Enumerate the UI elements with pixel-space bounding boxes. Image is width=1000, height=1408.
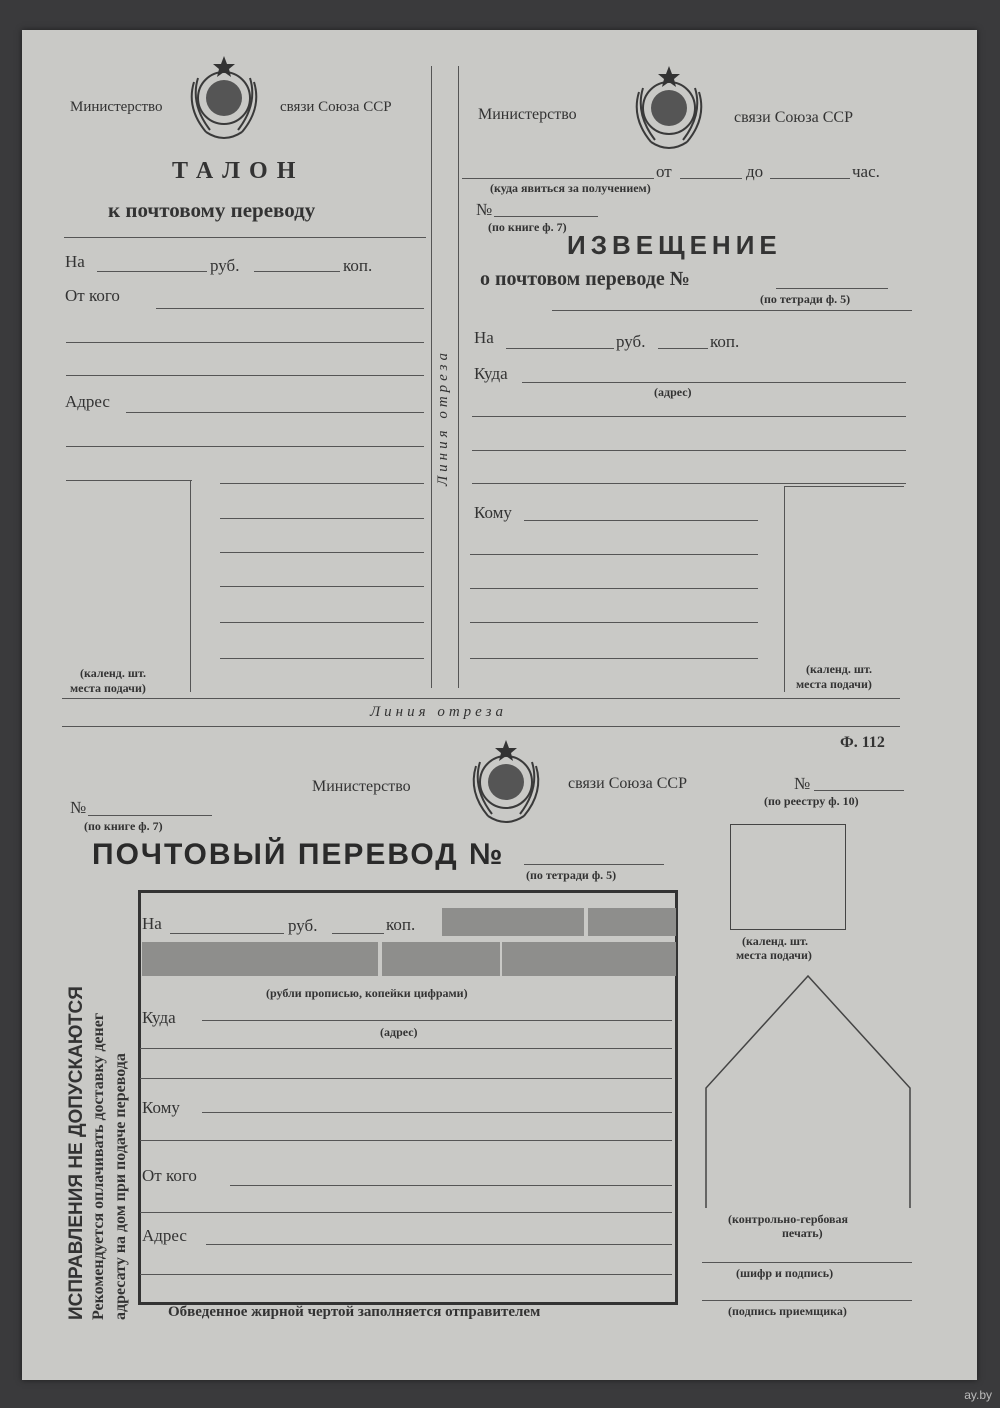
ministry-label: Министерство xyxy=(70,99,163,115)
order-calendar-stamp-box xyxy=(730,824,846,930)
postal-form-sheet xyxy=(22,30,977,1380)
order-shaded-field xyxy=(382,942,500,976)
notice-hours-label: час. xyxy=(852,162,880,181)
notice-order-num-field[interactable] xyxy=(776,288,888,289)
order-shaded-field xyxy=(442,908,584,936)
notice-whom-field-4[interactable] xyxy=(470,622,758,623)
order-kop-label: коп. xyxy=(386,915,416,934)
notice-book-caption: (по книге ф. 7) xyxy=(488,220,567,234)
notice-rub-field[interactable] xyxy=(506,348,614,349)
order-side-note-1: Рекомендуется оплачивать доставку денег xyxy=(90,1012,107,1320)
ministry-label: Министерство xyxy=(478,106,577,123)
order-amount-caption: (рубли прописью, копейки цифрами) xyxy=(266,986,468,1000)
order-shaded-field xyxy=(142,942,378,976)
order-registry-num-label: № xyxy=(794,774,811,793)
order-notebook-caption: (по тетради ф. 5) xyxy=(526,868,617,882)
notice-whom-field[interactable] xyxy=(524,520,758,521)
talon-kop-field[interactable] xyxy=(254,271,340,272)
notice-stamp-box-side xyxy=(784,486,785,692)
order-book-caption: (по книге ф. 7) xyxy=(84,819,163,833)
notice-address-field-2[interactable] xyxy=(472,416,906,417)
notice-to-time-field[interactable] xyxy=(770,178,850,179)
notice-from-label: от xyxy=(656,162,672,181)
talon-field-e[interactable] xyxy=(220,622,424,623)
talon-address-field[interactable] xyxy=(126,412,424,413)
ministry-union-label: связи Союза ССР xyxy=(280,99,392,115)
order-where-field[interactable] xyxy=(202,1020,672,1021)
order-cipher-caption: (шифр и подпись) xyxy=(736,1266,834,1280)
ministry-union-label: связи Союза ССР xyxy=(568,775,687,792)
order-whom-field-2[interactable] xyxy=(140,1140,672,1141)
talon-stamp-box-top xyxy=(66,480,192,481)
talon-address-field-2[interactable] xyxy=(66,446,424,447)
order-title: ПОЧТОВЫЙ ПЕРЕВОД № xyxy=(92,838,505,871)
order-shaded-field xyxy=(588,908,676,936)
order-order-num-field[interactable] xyxy=(524,864,664,865)
order-receiver-signature-field[interactable] xyxy=(702,1300,912,1301)
notice-kop-label: коп. xyxy=(710,332,740,351)
talon-stamp-box-side xyxy=(190,480,191,692)
notice-whom-label: Кому xyxy=(474,503,512,522)
order-whom-label: Кому xyxy=(142,1098,180,1117)
notice-kop-field[interactable] xyxy=(658,348,708,349)
notice-address-caption: (адрес) xyxy=(654,385,692,399)
order-rub-label: руб. xyxy=(288,916,318,935)
notice-whom-field-5[interactable] xyxy=(470,658,758,659)
talon-field-a[interactable] xyxy=(220,483,424,484)
cut-line-horizontal-bottom xyxy=(62,726,900,727)
order-from-field[interactable] xyxy=(230,1185,672,1186)
notice-where-caption: (куда явиться за получением) xyxy=(490,181,651,195)
ussr-emblem-icon xyxy=(625,62,713,154)
order-stamp-caption-2: места подачи) xyxy=(736,948,812,962)
order-address-field[interactable] xyxy=(206,1244,672,1245)
order-num-field[interactable] xyxy=(88,815,212,816)
form-code: Ф. 112 xyxy=(840,734,885,751)
talon-from-label: От кого xyxy=(65,286,120,305)
talon-rub-field[interactable] xyxy=(97,271,207,272)
order-rub-field[interactable] xyxy=(170,933,284,934)
talon-stamp-caption-2: места подачи) xyxy=(70,681,146,695)
order-seal-pentagon-box xyxy=(698,970,916,1208)
cut-line-vertical-right xyxy=(458,66,459,688)
talon-rub-label: руб. xyxy=(210,256,240,275)
divider xyxy=(552,310,912,311)
notice-title: ИЗВЕЩЕНИЕ xyxy=(567,230,782,260)
order-cipher-field[interactable] xyxy=(702,1262,912,1263)
order-sender-area-left xyxy=(138,890,141,1304)
talon-field-b[interactable] xyxy=(220,518,424,519)
order-where-field-2[interactable] xyxy=(140,1048,672,1049)
notice-from-time-field[interactable] xyxy=(680,178,742,179)
notice-where-address-field[interactable] xyxy=(522,382,906,383)
talon-stamp-caption: (календ. шт. xyxy=(80,666,146,680)
notice-notebook-caption: (по тетради ф. 5) xyxy=(760,292,851,306)
cut-line-horizontal-top xyxy=(62,698,900,699)
divider xyxy=(64,237,426,238)
ussr-emblem-icon xyxy=(180,52,268,144)
order-side-note-2: адресату на дом при подаче перевода xyxy=(112,1053,129,1320)
notice-whom-field-2[interactable] xyxy=(470,554,758,555)
watermark: ay.by xyxy=(964,1388,992,1402)
notice-where-field[interactable] xyxy=(462,178,654,179)
talon-from-field[interactable] xyxy=(156,308,424,309)
notice-na-label: На xyxy=(474,328,494,347)
ministry-label: Министерство xyxy=(312,778,411,795)
cut-line-label-horizontal: Линия отреза xyxy=(370,704,507,720)
notice-stamp-caption: (календ. шт. xyxy=(806,662,872,676)
order-receiver-caption: (подпись приемщика) xyxy=(728,1304,847,1318)
order-registry-num-field[interactable] xyxy=(814,790,904,791)
order-na-label: На xyxy=(142,914,162,933)
order-from-field-2[interactable] xyxy=(140,1212,672,1213)
order-from-label: От кого xyxy=(142,1166,197,1185)
notice-rub-label: руб. xyxy=(616,332,646,351)
order-sender-area-top xyxy=(138,890,678,893)
cut-line-label-vertical: Линия отреза xyxy=(435,349,451,486)
notice-address-field-3[interactable] xyxy=(472,450,906,451)
order-side-warning: ИСПРАВЛЕНИЯ НЕ ДОПУСКАЮТСЯ xyxy=(66,986,87,1320)
notice-to-label: до xyxy=(746,162,764,181)
notice-where-label: Куда xyxy=(474,364,508,383)
order-shaded-field xyxy=(502,942,676,976)
order-footer-note: Обведенное жирной чертой заполняется отправителем xyxy=(168,1304,541,1320)
talon-na-label: На xyxy=(65,252,85,271)
talon-kop-label: коп. xyxy=(343,256,373,275)
order-seal-caption-2: печать) xyxy=(782,1226,823,1240)
notice-stamp-box-top xyxy=(784,486,904,487)
order-seal-caption: (контрольно-гербовая xyxy=(728,1212,849,1226)
ussr-emblem-icon xyxy=(462,736,550,828)
notice-subtitle: о почтовом переводе № xyxy=(480,268,690,290)
notice-stamp-caption-2: места подачи) xyxy=(796,677,872,691)
ministry-union-label: связи Союза ССР xyxy=(734,109,853,126)
talon-from-field-3[interactable] xyxy=(66,375,424,376)
order-registry-caption: (по реестру ф. 10) xyxy=(764,794,859,808)
order-whom-field[interactable] xyxy=(202,1112,672,1113)
order-address-field-2[interactable] xyxy=(140,1274,672,1275)
order-stamp-caption: (календ. шт. xyxy=(742,934,808,948)
order-where-field-3[interactable] xyxy=(140,1078,672,1079)
order-num-label: № xyxy=(70,798,87,817)
talon-field-d[interactable] xyxy=(220,586,424,587)
talon-subtitle: к почтовому переводу xyxy=(108,198,316,222)
talon-from-field-2[interactable] xyxy=(66,342,424,343)
notice-num-field[interactable] xyxy=(494,216,598,217)
notice-whom-field-3[interactable] xyxy=(470,588,758,589)
order-address-caption: (адрес) xyxy=(380,1025,418,1039)
notice-address-field-4[interactable] xyxy=(472,483,906,484)
order-address-label: Адрес xyxy=(142,1226,187,1245)
cut-line-vertical-left xyxy=(431,66,432,688)
talon-address-label: Адрес xyxy=(65,392,110,411)
order-where-label: Куда xyxy=(142,1008,176,1027)
talon-field-c[interactable] xyxy=(220,552,424,553)
order-kop-field[interactable] xyxy=(332,933,384,934)
notice-num-label: № xyxy=(476,200,493,219)
talon-field-f[interactable] xyxy=(220,658,424,659)
talon-title: ТАЛОН xyxy=(172,158,305,184)
